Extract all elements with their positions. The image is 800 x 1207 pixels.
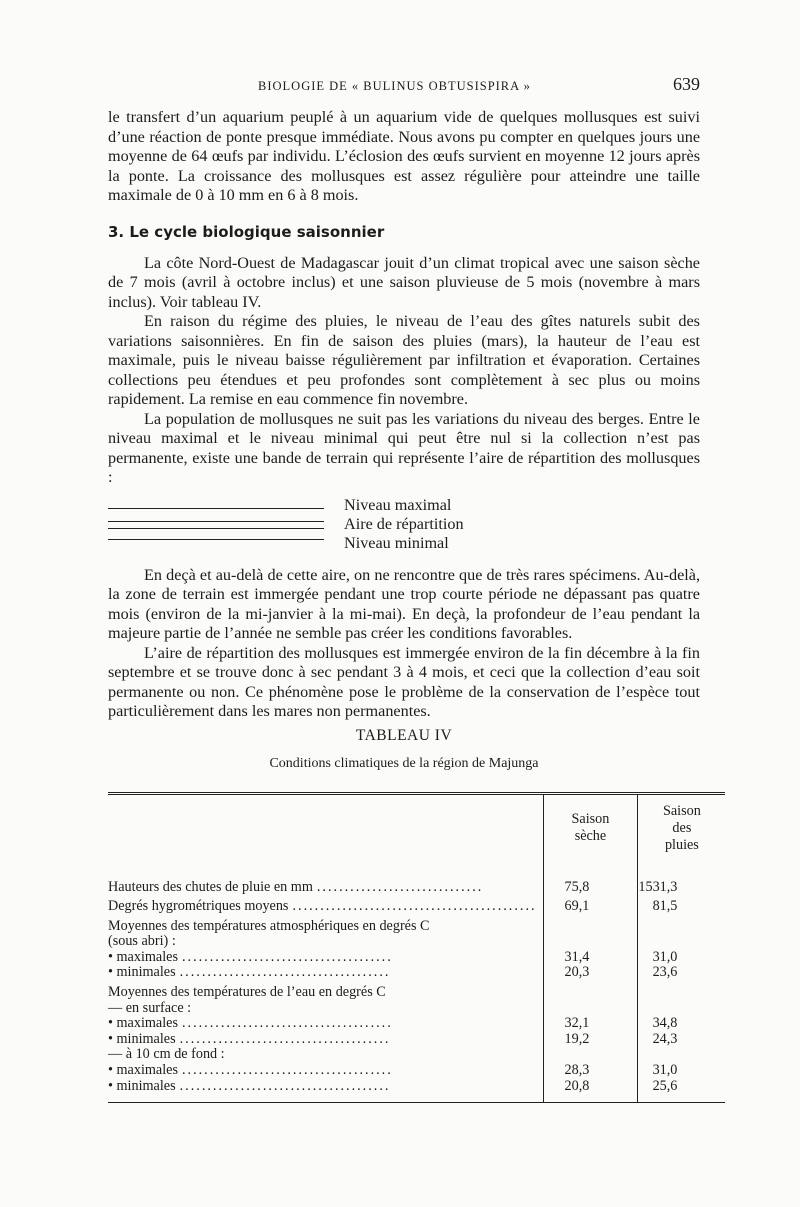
air-max-wet-value: 31,0 — [638, 950, 726, 966]
intro-paragraph: le transfert d’un aquarium peuplé à un aquarium vide de quelques mollusques est suivi d’une réaction de ponte presque immédiate. Nous avons pu compter en quelques jours une moyenne de 64 œufs par individu. L’éclosion des œufs survient en moyenne 12 jours après la ponte. La croissance des mollusques est assez régulière pour atteindre une taille maximale de 0 à 10 mm en 6 à 8 mois. — [108, 108, 700, 204]
leader-dots: ...................................... — [179, 1031, 391, 1047]
table-row — [108, 895, 725, 915]
surf-min-dry-value: 19,2 — [543, 1032, 638, 1048]
depth-max-wet-value: 31,0 — [638, 1063, 726, 1079]
table-header-row — [108, 793, 725, 880]
table-row — [108, 965, 725, 981]
surf-max-dry-value: 32,1 — [543, 1016, 638, 1032]
air-max-label: • maximales — [108, 948, 178, 965]
paragraph-water-level: En raison du régime des pluies, le niveau de l’eau des gîtes naturels subit des variations saisonnières. En fin de saison des pluies (mars), la hauteur de l’eau est maximale, puis le niveau baisse régulièrement par infiltration et évaporation. Certaines collections peu étendues et peu profondes sont complètement à sec plus ou moins rapidement. La remise en eau commence fin novembre. — [108, 312, 700, 408]
air-min-dry-value: 20,3 — [543, 965, 638, 981]
leader-dots: ...................................... — [181, 1016, 393, 1032]
header-wet-season: Saison des pluies — [638, 793, 726, 880]
table-row — [108, 934, 725, 950]
air-min-label: • minimales — [108, 964, 176, 981]
paragraph-population: La population de mollusques ne suit pas les variations du niveau des berges. Entre le niveau maximal et le niveau minimal qui peut être nul si la collection n’est pas permanente, existe une bande de terrain qui représente l’aire de répartition des mollusques : — [108, 409, 700, 486]
min-level-line — [108, 539, 324, 540]
section-heading: 3. Le cycle biologique saisonnier — [108, 222, 385, 241]
running-title: BIOLOGIE DE « BULINUS OBTUSISPIRA » — [258, 79, 531, 93]
climate-table — [108, 792, 725, 1104]
depth-max-dry-value: 28,3 — [543, 1063, 638, 1079]
table-row — [108, 1016, 725, 1032]
paragraph-climate: La côte Nord-Ouest de Madagascar jouit d’un climat tropical avec une saison sèche de 7 mois (avril à octobre inclus) et une saison pluvieuse de 5 mois (novembre à mars inclus). Voir tableau IV. — [108, 253, 700, 311]
table-row — [108, 950, 725, 966]
depth-label: — à 10 cm de fond : — [108, 1046, 225, 1063]
leader-dots: ...................................... — [179, 965, 391, 981]
water-temp-label: Moyennes des températures de l’eau en degrés C — [108, 984, 386, 1001]
air-temp-label: Moyennes des températures atmosphériques en degrés C — [108, 917, 430, 934]
humidity-label: Degrés hygrométriques moyens — [108, 898, 289, 915]
max-level-label: Niveau maximal — [344, 495, 452, 514]
leader-dots: ...................................... — [179, 1078, 391, 1094]
area-line-lower — [108, 528, 324, 529]
leader-dots: ...................................... — [181, 1063, 393, 1079]
surf-max-wet-value: 34,8 — [638, 1016, 726, 1032]
table-row — [108, 1001, 725, 1017]
running-header — [108, 76, 700, 98]
table-row — [108, 880, 725, 896]
min-level-label: Niveau minimal — [344, 533, 449, 552]
air-temp-sub: (sous abri) : — [108, 933, 176, 950]
table-title: TABLEAU IV — [355, 726, 453, 744]
leader-dots: ............................................ — [292, 899, 537, 915]
air-max-dry-value: 31,4 — [543, 950, 638, 966]
area-label: Aire de répartition — [344, 514, 464, 533]
rain-label: Hauteurs des chutes de pluie en mm — [108, 878, 313, 895]
table-row — [108, 1032, 725, 1048]
rain-dry-value: 75,8 — [543, 880, 638, 896]
rain-wet-value: 1531,3 — [638, 880, 726, 896]
depth-min-label: • minimales — [108, 1077, 176, 1094]
humidity-dry-value: 69,1 — [543, 895, 638, 915]
table-row — [108, 1079, 725, 1103]
levels-diagram — [108, 495, 700, 554]
table-row — [108, 1047, 725, 1063]
area-line-upper — [108, 521, 324, 522]
surf-max-label: • maximales — [108, 1015, 178, 1032]
surf-min-label: • minimales — [108, 1030, 176, 1047]
depth-min-dry-value: 20,8 — [543, 1079, 638, 1103]
page-body — [108, 108, 700, 1103]
max-level-line — [108, 508, 324, 509]
surface-label: — en surface : — [108, 999, 192, 1016]
paragraph-outside-area: En deçà et au-delà de cette aire, on ne rencontre que de très rares spécimens. Au-delà, la zone de terrain est immergée pendant une trop courte période ne dépassant pas quatre mois (environ de la mi-janvier à la mi-mai). En deçà, la profondeur de l’eau pendant la majeure partie de l’année ne semble pas créer les conditions favorables. — [108, 565, 700, 642]
table-row — [108, 915, 725, 935]
page-number: 639 — [673, 74, 700, 94]
table-row — [108, 981, 725, 1001]
leader-dots: ...................................... — [181, 949, 393, 965]
depth-min-wet-value: 25,6 — [638, 1079, 726, 1103]
paragraph-immersion: L’aire de répartition des mollusques est immergée environ de la fin décembre à la fin septembre et se trouve donc à sec pendant 3 à 4 mois, et ceci que la collection d’eau soit permanente ou non. Ce phénomène pose le problème de la conservation de l’espèce tout particulièrement dans les mares non permanentes. — [108, 643, 700, 720]
header-empty — [108, 793, 543, 880]
header-dry-season: Saison sèche — [543, 793, 638, 880]
depth-max-label: • maximales — [108, 1062, 178, 1079]
table-subtitle: Conditions climatiques de la région de Majunga — [269, 755, 539, 771]
humidity-wet-value: 81,5 — [638, 895, 726, 915]
table-row — [108, 1063, 725, 1079]
surf-min-wet-value: 24,3 — [638, 1032, 726, 1048]
leader-dots: .............................. — [316, 879, 484, 895]
air-min-wet-value: 23,6 — [638, 965, 726, 981]
